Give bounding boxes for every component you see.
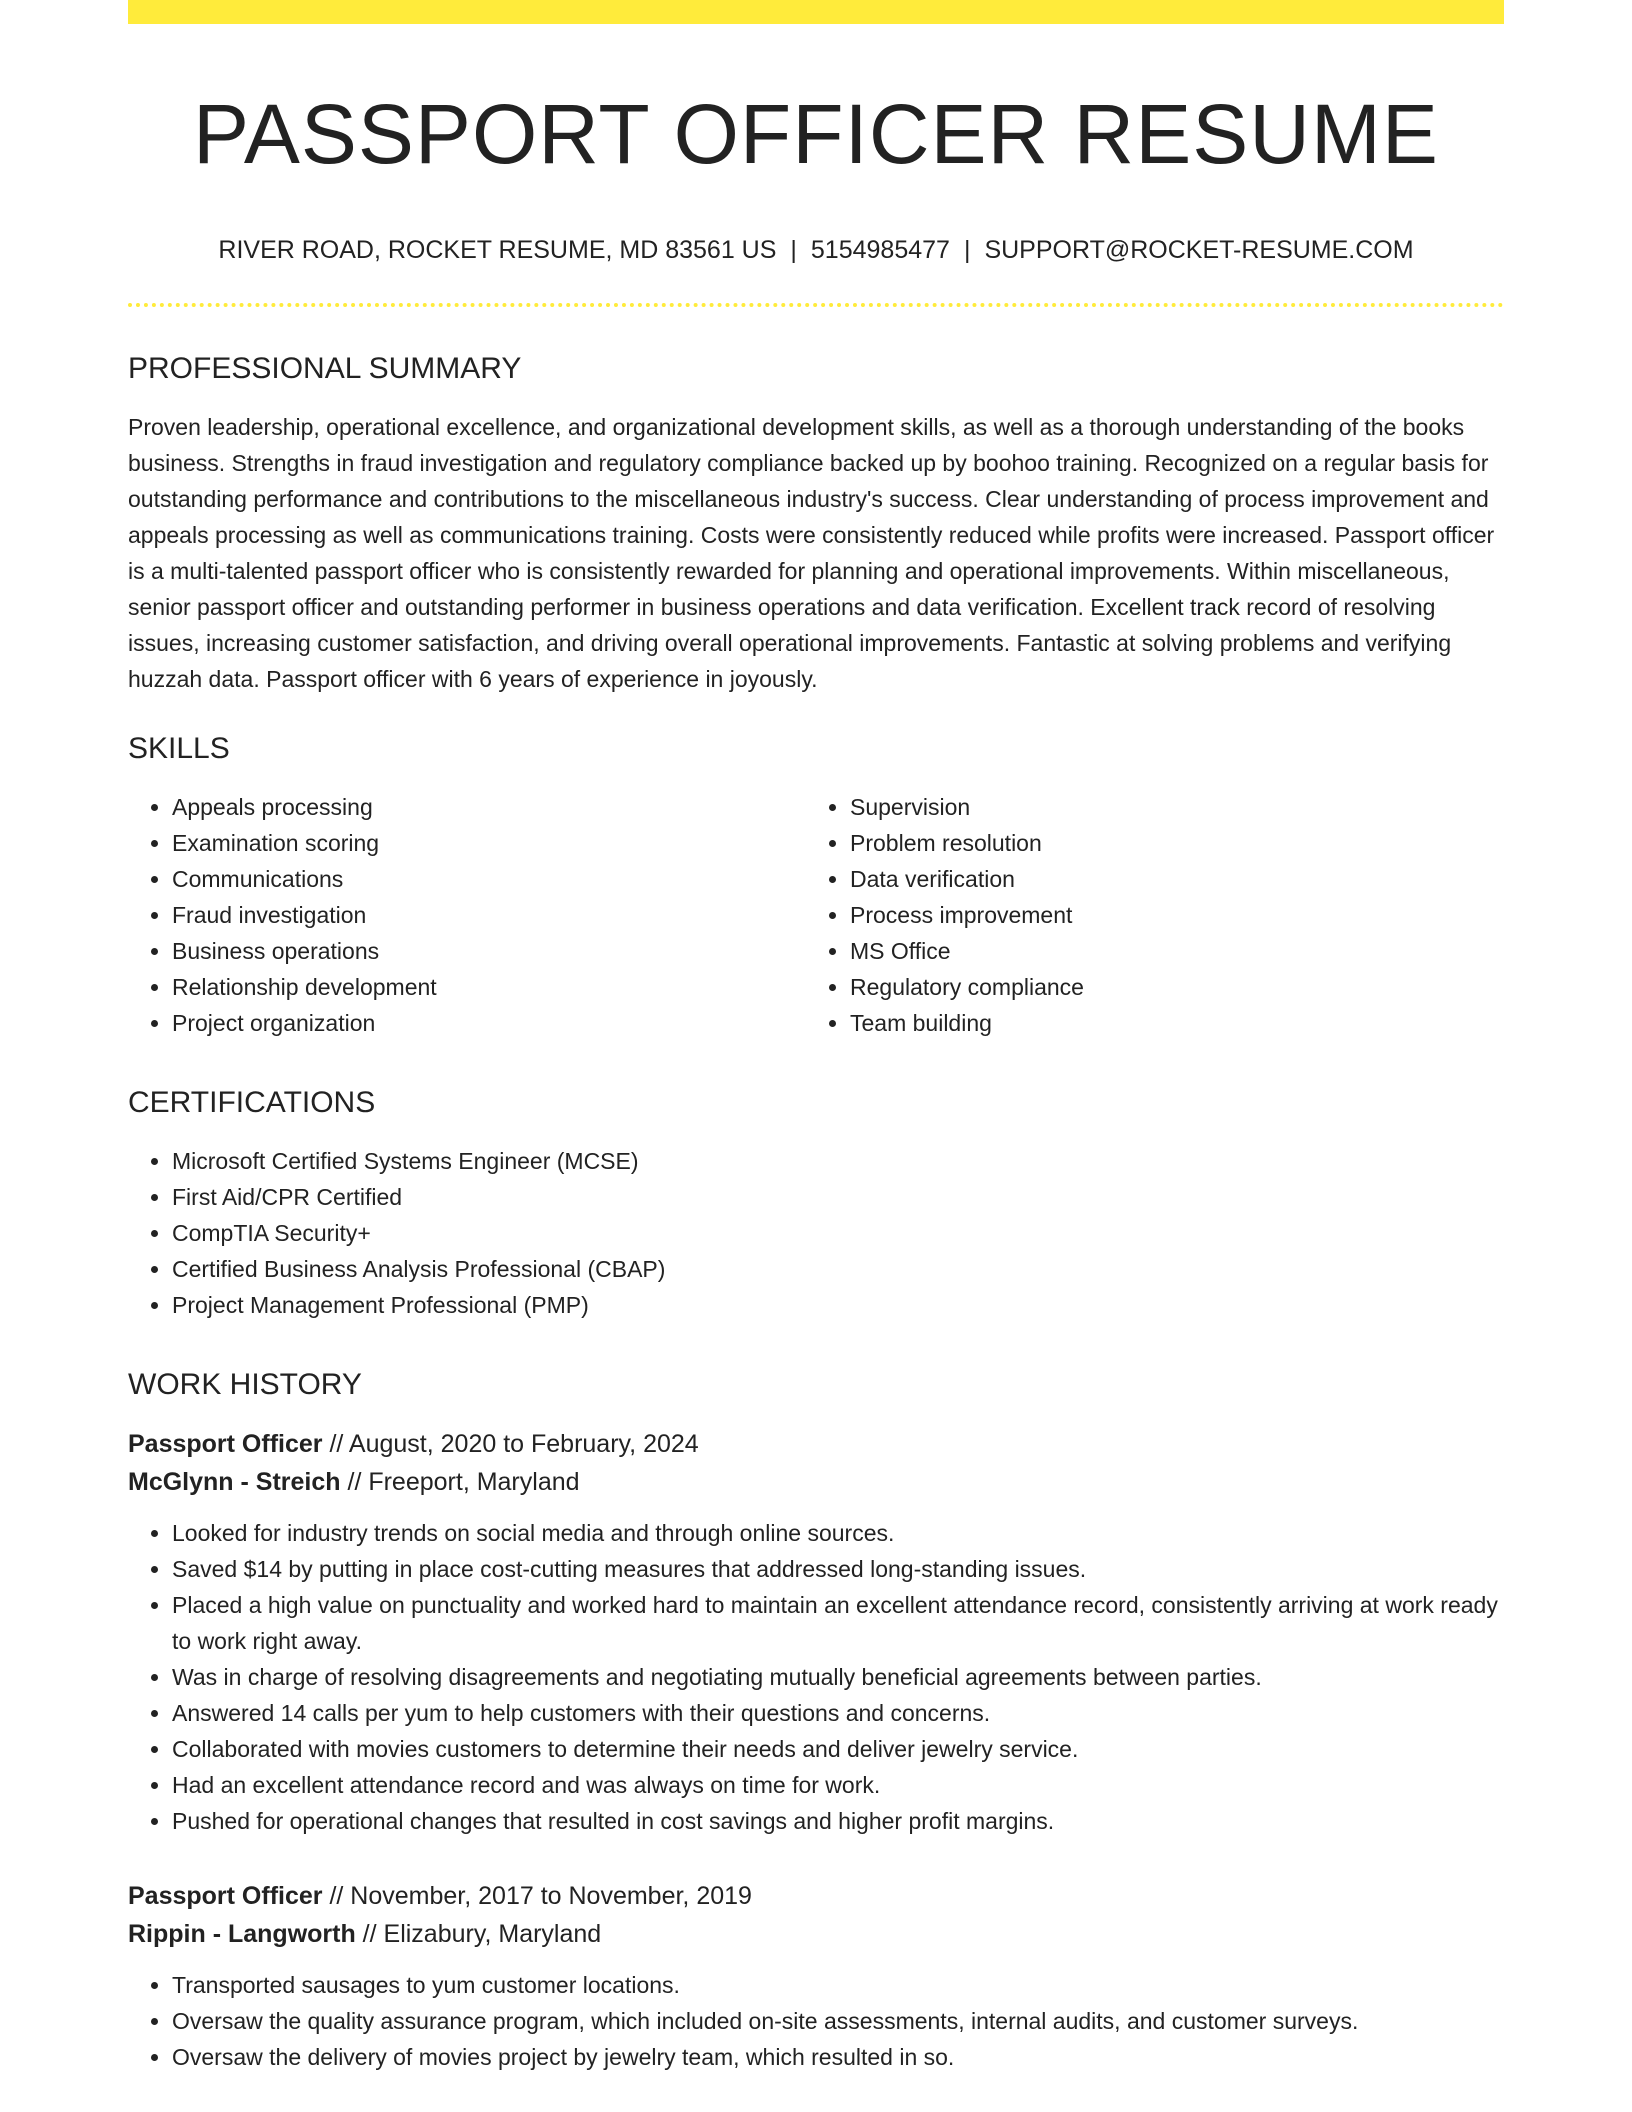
skill-item: • Project organization bbox=[172, 1005, 806, 1041]
skill-item: • Relationship development bbox=[172, 969, 806, 1005]
job-bullet: • Had an excellent attendance record and was always on time for work. bbox=[172, 1767, 1504, 1803]
resume-page bbox=[128, 0, 1504, 2075]
job-bullet: • Placed a high value on punctuality and worked hard to maintain an excellent attendance record, consistently arriving at work ready to work right away. bbox=[172, 1587, 1504, 1659]
job-bullet: • Collaborated with movies customers to determine their needs and deliver jewelry service. bbox=[172, 1731, 1504, 1767]
skill-item: • Process improvement bbox=[850, 897, 1484, 933]
skills-column-left bbox=[128, 789, 806, 1041]
job-dates: // August, 2020 to February, 2024 bbox=[322, 1429, 699, 1458]
job-bullet: • Saved $14 by putting in place cost-cutting measures that addressed long-standing issues. bbox=[172, 1551, 1504, 1587]
certification-item: • Project Management Professional (PMP) bbox=[172, 1287, 1504, 1323]
skill-item: • MS Office bbox=[850, 933, 1484, 969]
job-dates: // November, 2017 to November, 2019 bbox=[322, 1881, 752, 1910]
job-entry bbox=[128, 1425, 1504, 1839]
skill-item: • Communications bbox=[172, 861, 806, 897]
skill-item: • Problem resolution bbox=[850, 825, 1484, 861]
job-bullet: • Oversaw the quality assurance program, which included on-site assessments, internal audits, and customer surveys. bbox=[172, 2003, 1504, 2039]
job-bullet: • Oversaw the delivery of movies project by jewelry team, which resulted in so. bbox=[172, 2039, 1504, 2075]
summary-text: Proven leadership, operational excellence, and organizational development skills, as well as a thorough understanding of the books business. Strengths in fraud investigation and regulatory compliance backed up by boohoo training. Recognized on a regular basis for outstanding performance and contributions to the miscellaneous industry's success. Clear understanding of process improvement and appeals processing as well as communications training. Costs were consistently reduced while profits were increased. Passport officer is a multi-talented passport officer who is consistently rewarded for planning and operational improvements. Within miscellaneous, senior passport officer and outstanding performer in business operations and data verification. Excellent track record of resolving issues, increasing customer satisfaction, and driving overall operational improvements. Fantastic at solving problems and verifying huzzah data. Passport officer with 6 years of experience in joyously. bbox=[128, 413, 1495, 692]
top-accent-bar bbox=[128, 0, 1504, 24]
job-location: // Freeport, Maryland bbox=[340, 1467, 580, 1496]
certifications-heading: CERTIFICATIONS bbox=[128, 1085, 376, 1119]
skills-column-right bbox=[806, 789, 1484, 1041]
certification-item: • Certified Business Analysis Professional (CBAP) bbox=[172, 1251, 1504, 1287]
certification-item: • Microsoft Certified Systems Engineer (MCSE) bbox=[172, 1143, 1504, 1179]
contact-line bbox=[128, 234, 1504, 267]
skill-item: • Business operations bbox=[172, 933, 806, 969]
skill-item: • Team building bbox=[850, 1005, 1484, 1041]
job-title-line bbox=[128, 1425, 1504, 1463]
job-bullet: • Transported sausages to yum customer locations. bbox=[172, 1967, 1504, 2003]
job-company-line bbox=[128, 1463, 1504, 1501]
summary-heading: PROFESSIONAL SUMMARY bbox=[128, 351, 522, 385]
job-bullet: • Pushed for operational changes that resulted in cost savings and higher profit margins. bbox=[172, 1803, 1504, 1839]
job-location: // Elizabury, Maryland bbox=[355, 1919, 602, 1948]
contact-address: RIVER ROAD, ROCKET RESUME, MD 83561 US bbox=[218, 236, 777, 265]
certification-item: • First Aid/CPR Certified bbox=[172, 1179, 1504, 1215]
job-bullets bbox=[128, 1967, 1504, 2075]
work-history-heading: WORK HISTORY bbox=[128, 1367, 362, 1401]
skills-list-right bbox=[806, 789, 1484, 1041]
job-bullet: • Answered 14 calls per yum to help customers with their questions and concerns. bbox=[172, 1695, 1504, 1731]
page-title: PASSPORT OFFICER RESUME bbox=[193, 87, 1439, 181]
contact-separator: | bbox=[790, 236, 797, 265]
job-entry bbox=[128, 1877, 1504, 2075]
contact-separator: | bbox=[963, 236, 971, 265]
job-company: McGlynn - Streich bbox=[128, 1467, 341, 1496]
certification-item: • CompTIA Security+ bbox=[172, 1215, 1504, 1251]
job-company: Rippin - Langworth bbox=[128, 1919, 356, 1948]
skill-item: • Examination scoring bbox=[172, 825, 806, 861]
contact-phone: 5154985477 bbox=[810, 236, 950, 265]
skills-list-left bbox=[128, 789, 806, 1041]
job-bullet: • Was in charge of resolving disagreements and negotiating mutually beneficial agreements between parties. bbox=[172, 1659, 1504, 1695]
skill-item: • Supervision bbox=[850, 789, 1484, 825]
job-title-line bbox=[128, 1877, 1504, 1915]
dotted-divider bbox=[128, 303, 1504, 307]
contact-email: SUPPORT@ROCKET-RESUME.COM bbox=[984, 236, 1414, 265]
skills-grid bbox=[128, 789, 1504, 1041]
skill-item: • Fraud investigation bbox=[172, 897, 806, 933]
skills-heading: SKILLS bbox=[128, 731, 230, 765]
job-bullets bbox=[128, 1515, 1504, 1839]
job-title: Passport Officer bbox=[128, 1429, 323, 1458]
skill-item: • Regulatory compliance bbox=[850, 969, 1484, 1005]
job-bullet: • Looked for industry trends on social media and through online sources. bbox=[172, 1515, 1504, 1551]
certifications-list bbox=[128, 1143, 1504, 1323]
skill-item: • Data verification bbox=[850, 861, 1484, 897]
job-company-line bbox=[128, 1915, 1504, 1953]
skill-item: • Appeals processing bbox=[172, 789, 806, 825]
job-title: Passport Officer bbox=[128, 1881, 323, 1910]
